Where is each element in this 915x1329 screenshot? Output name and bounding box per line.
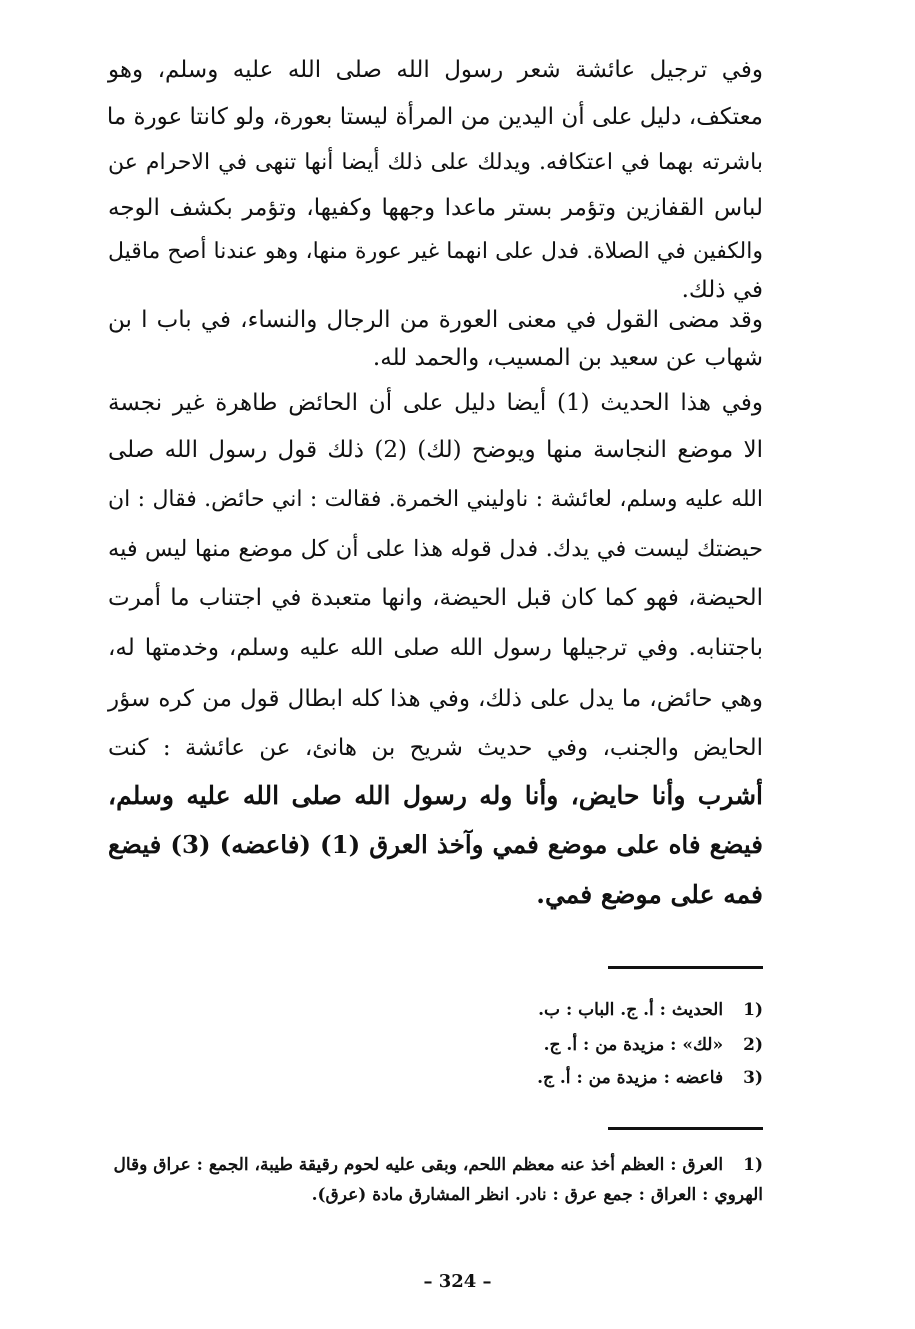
footnote	[108, 1064, 763, 1092]
text-line: لباس القفازين وتؤمر بستر ماعدا وجهها وكفيها، وتؤمر بكشف الوجه	[108, 195, 763, 221]
footnote	[108, 1151, 763, 1179]
footnote-text: فاعضه : مزيدة من : أ. ج.	[537, 1068, 724, 1088]
footnote-number: 1)	[743, 1000, 763, 1020]
text-line: الله عليه وسلم، لعائشة : ناوليني الخمرة. فقالت : اني حائض. فقال : ان	[108, 487, 763, 512]
footnote-text: «لك» : مزيدة من : أ. ج.	[543, 1035, 724, 1055]
footnote	[108, 1031, 763, 1059]
footnote-text: العرق : العظم أخذ عنه معظم اللحم، وبقى عليه لحوم رقيقة طيبة، الجمع : عراق وقال	[113, 1155, 724, 1175]
text-line: في ذلك.	[681, 277, 763, 303]
text-line: معتكف، دليل على أن اليدين من المرأة ليستا بعورة، ولو كانتا عورة ما	[106, 104, 763, 130]
text-line: الحايض والجنب، وفي حديث شريح بن هانئ، عن عائشة : كنت	[108, 735, 763, 761]
text-line: الحيضة، فهو كما كان قبل الحيضة، وانها متعبدة في اجتناب ما أمرت	[108, 585, 763, 611]
text-line-bold: أشرب وأنا حايض، وأنا وله رسول الله صلى الله عليه وسلم،	[108, 781, 763, 810]
text-line: باشرته بهما في اعتكافه. ويدلك على ذلك أيضا أنها تنهى في الاحرام عن	[108, 150, 763, 175]
footnote-text: الحديث : أ. ج. الباب : ب.	[538, 1000, 724, 1020]
text-line-bold: فيضع فاه على موضع فمي وآخذ العرق (1) (فاعضه) (3) فيضع	[108, 830, 763, 859]
footnote-number: 2)	[743, 1035, 763, 1055]
text-line: باجتنابه. وفي ترجيلها رسول الله صلى الله عليه وسلم، وخدمتها له،	[108, 635, 763, 661]
text-line: وفي ترجيل عائشة شعر رسول الله صلى الله عليه وسلم، وهو	[108, 57, 763, 83]
text-line: الا موضع النجاسة منها ويوضح (لك) (2) ذلك قول رسول الله صلى	[108, 437, 763, 463]
text-line: وقد مضى القول في معنى العورة من الرجال والنساء، في باب ا بن	[108, 307, 763, 333]
page-number: – 324 –	[423, 1271, 492, 1292]
footnote-separator	[608, 1127, 763, 1130]
footnote	[108, 996, 763, 1024]
text-line: وهي حائض، ما يدل على ذلك، وفي هذا كله ابطال قول من كره سؤر	[108, 686, 763, 712]
text-line-bold: فمه على موضع فمي.	[536, 880, 763, 909]
text-line: حيضتك ليست في يدك. فدل قوله هذا على أن كل موضع منها ليس فيه	[108, 536, 763, 562]
footnote-number: 1)	[743, 1155, 763, 1175]
text-line: وفي هذا الحديث (1) أيضا دليل على أن الحائض طاهرة غير نجسة	[108, 390, 764, 416]
footnote-continuation	[108, 1181, 763, 1209]
footnote-number: 3)	[743, 1068, 763, 1088]
footnote-separator	[608, 966, 763, 969]
text-line: والكفين في الصلاة. فدل على انهما غير عورة منها، وهو عندنا أصح ماقيل	[108, 239, 763, 264]
footnote-text: الهروي : العراق : جمع عرق : نادر. انظر المشارق مادة (عرق).	[311, 1185, 763, 1205]
text-line: شهاب عن سعيد بن المسيب، والحمد لله.	[372, 345, 763, 371]
